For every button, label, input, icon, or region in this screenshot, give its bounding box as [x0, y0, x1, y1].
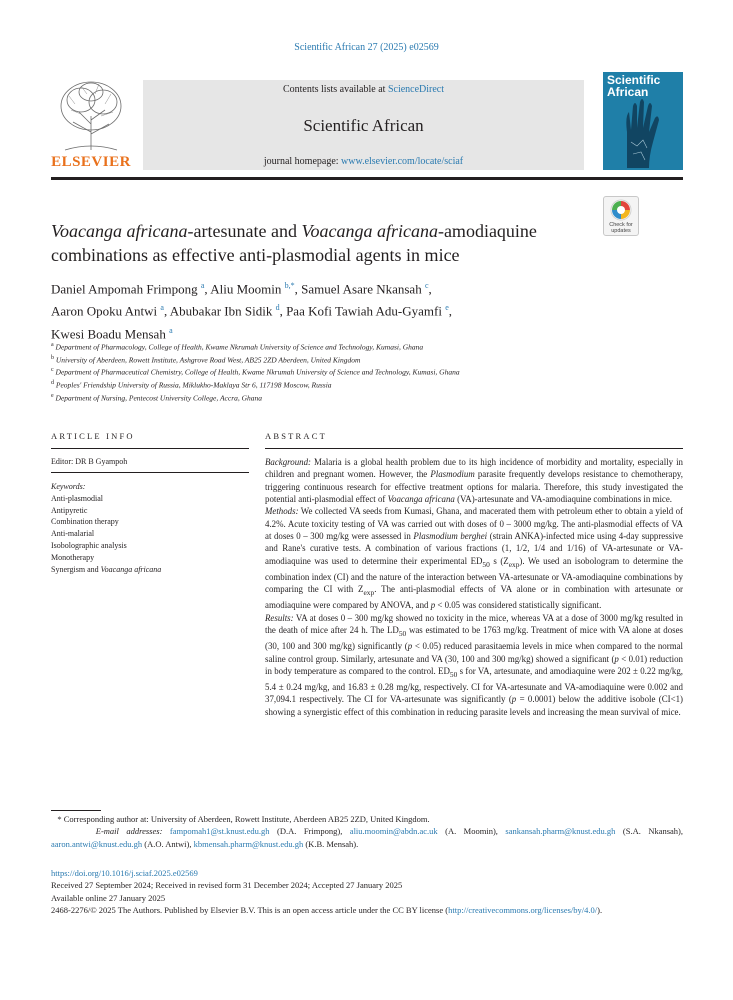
- affiliation-text: Department of Pharmaceutical Chemistry, College of Health, Kwame Nkrumah University of Science and Technology, Kumasi, Ghana: [55, 367, 460, 377]
- affiliation-mark: d: [51, 380, 54, 387]
- abstract-subscript: 50: [449, 669, 458, 679]
- article-info-heading: ARTICLE INFO: [51, 431, 135, 441]
- methods-label: Methods:: [265, 506, 299, 517]
- abstract-text: ). We used an isobologram to determine the combination index (CI) and the nature of the interaction between VA-artesunate or VA-amodiaquine combinations by comparing the CI with Z: [265, 555, 683, 595]
- abstract-italic: Plasmodium: [430, 469, 475, 480]
- author-affil-mark[interactable]: c: [424, 281, 429, 290]
- abstract-heading: ABSTRACT: [265, 431, 327, 441]
- abstract-text: = 0.0001) below the additive isobole (CI<1) showing a synergistic effect of this combination in reducing parasite levels and increasing the mean survival of mice.: [265, 694, 683, 717]
- keyword-item: Antipyretic: [51, 505, 88, 515]
- abstract-italic: p: [407, 641, 413, 652]
- author-name[interactable]: Samuel Asare Nkansah: [301, 281, 422, 297]
- abstract-methods: [265, 505, 683, 611]
- homepage-prefix: journal homepage:: [263, 156, 342, 167]
- title-species-2: Voacanga africana: [301, 221, 438, 241]
- abstract-text: (VA)-artesunate and VA-amodiaquine combinations in mice.: [454, 494, 673, 505]
- abstract-italic: Plasmodium berghei: [413, 531, 488, 542]
- abstract-text: (strain ANKA)-infected mice using 4-day suppressive and Rane's curative tests. A combination of various fractions (1, 1/2, 1/4 and 1/16) of VA-artesunate or VA-amodiaquine was used to determine their experimental ED: [265, 531, 683, 566]
- email-owner: (D.A. Frimpong),: [277, 826, 343, 837]
- abstract-italic: Voacanga africana: [387, 494, 455, 505]
- sciencedirect-link[interactable]: ScienceDirect: [387, 84, 445, 95]
- abstract-background: [265, 456, 683, 505]
- abstract-subscript: 50: [398, 628, 407, 638]
- abstract-text: parasite frequently develops resistance to chemotherapy, triggering continuous research for effective treatment options for malaria. Therefore, this study investigated the potential anti-plasmodial effect of: [265, 469, 683, 505]
- affiliation-text: Peoples' Friendship University of Russia, Miklukho-Maklaya Str 6, 117198 Moscow, Russia: [55, 380, 332, 390]
- abstract-italic: p: [614, 653, 619, 664]
- affiliation-mark: c: [51, 367, 54, 374]
- affiliation-item: [51, 340, 683, 353]
- header-rule: [51, 177, 683, 180]
- article-info-rule: [51, 448, 249, 449]
- journal-cover-image[interactable]: [603, 72, 683, 170]
- keyword-item: [51, 564, 249, 576]
- abstract-body: [265, 456, 683, 718]
- license-statement: [51, 904, 683, 916]
- available-online: Available online 27 January 2025: [51, 892, 166, 903]
- article-title: [51, 219, 596, 267]
- email-label: E-mail addresses:: [95, 826, 163, 837]
- author-name[interactable]: Kwesi Boadu Mensah: [51, 325, 166, 341]
- author-name[interactable]: Aliu Moomin: [210, 281, 282, 297]
- abstract-text: was estimated to be 1763 mg/kg. Treatment of mice with VA alone at doses (30, 100 and 300 mg/kg) significantly (: [265, 625, 683, 652]
- corresponding-text: Corresponding author at: University of Aberdeen, Rowett Institute, Aberdeen AB25 2ZD, United Kingdom.: [63, 814, 430, 824]
- abstract-text: We collected VA seeds from Kumasi, Ghana, and macerated them with petroleum ether to obtain a yield of 4.2%. Acute toxicity testing of VA was carried out with doses of 0 – 3000 mg/kg. The anti-plasmodial effects of VA at doses 0 – 300 mg/kg were assessed in: [265, 506, 683, 542]
- abstract-text: < 0.01) reduction in body temperature as compared to the control. ED: [265, 653, 683, 676]
- abstract-italic: p: [511, 694, 517, 705]
- author-affil-mark[interactable]: b,*: [284, 281, 295, 290]
- abstract-text: < 0.05) reduced parasitaemia levels in mice when compared to the normal saline control group. Similarly, artesunate and VA (30, 100 and 300 mg/kg) showed a significant (: [265, 641, 683, 664]
- abstract-subscript: 50: [482, 559, 490, 569]
- journal-header-box: [143, 80, 584, 170]
- check-for-updates-button[interactable]: [603, 196, 639, 236]
- journal-homepage-link[interactable]: www.elsevier.com/locate/sciaf: [341, 156, 464, 167]
- email-owner: (A.O. Antwi),: [144, 838, 192, 849]
- license-text: 2468-2276/© 2025 The Authors. Published by Elsevier B.V. This is an open access article under the CC BY license (: [51, 904, 449, 915]
- title-text-2: -amodiaquine combinations as effective anti-plasmodial agents in mice: [51, 221, 537, 265]
- author-name[interactable]: Daniel Ampomah Frimpong: [51, 281, 198, 297]
- keyword-species: Voacanga africana: [100, 564, 162, 574]
- affiliation-text: Department of Nursing, Pentecost University College, Accra, Ghana: [55, 393, 263, 403]
- author-name[interactable]: Abubakar Ibn Sidik: [169, 303, 273, 319]
- affiliation-item: [51, 353, 683, 366]
- abstract-rule: [265, 448, 683, 449]
- author-affil-mark[interactable]: a: [169, 325, 173, 335]
- abstract-text: VA at doses 0 – 300 mg/kg showed no toxicity in the mice, whereas VA at a dose of 3000 mg/kg resulted in the death of mice after 24 h. The LD: [265, 612, 683, 636]
- editor-rule: [51, 472, 249, 473]
- affiliation-mark: b: [51, 354, 54, 361]
- contents-line: [143, 84, 584, 95]
- abstract-text: < 0.05 was considered statistically significant.: [435, 600, 602, 611]
- affiliation-item: [51, 378, 683, 391]
- abstract-text: Malaria is a global health problem due to its high incidence of morbidity and mortality, especially in children and pregnant women. However, the: [265, 457, 683, 480]
- journal-title: Scientific African: [303, 116, 424, 135]
- abstract-text: . The anti-plasmodial effects of VA alone or in combination with artesunate or amodiaquine were compared by ANOVA, and: [265, 584, 683, 611]
- affiliation-text: University of Aberdeen, Rowett Institute, Ashgrove Road West, AB25 2ZD Aberdeen, United Kingdom: [55, 355, 361, 365]
- homepage-line: [143, 156, 584, 167]
- abstract-subscript: exp: [508, 559, 520, 569]
- abstract-subscript: exp: [363, 588, 375, 597]
- received-dates: Received 27 September 2024; Received in revised form 31 December 2024; Accepted 27 January 2025: [51, 880, 403, 891]
- journal-reference[interactable]: Scientific African 27 (2025) e02569: [294, 42, 439, 53]
- email-link[interactable]: aliu.moomin@abdn.ac.uk: [349, 826, 438, 837]
- results-label: Results:: [265, 612, 294, 623]
- email-link[interactable]: sankansah.pharm@knust.edu.gh: [505, 826, 616, 837]
- abstract-text: s for VA, artesunate, and amodiaquine were 202 ± 0.22 mg/kg, 5.4 ± 0.24 mg/kg, and 16.83 ± 0.28 mg/kg, respectively. CI for VA-artesunate and VA-amodiaquine were 0.002 and 37,094.1 respectively. The CI for VA-artesunate was significantly (: [265, 665, 683, 705]
- author-affil-mark[interactable]: e: [445, 303, 449, 313]
- masthead: [51, 73, 683, 174]
- keyword-item: Combination therapy: [51, 517, 119, 527]
- check-updates-icon: [604, 197, 638, 223]
- title-species-1: Voacanga africana: [51, 221, 188, 241]
- background-label: Background:: [265, 457, 312, 467]
- title-text-1: -artesunate and: [187, 221, 302, 241]
- affiliation-list: [51, 340, 683, 404]
- author-affil-mark[interactable]: a: [160, 303, 164, 313]
- footnotes: [51, 813, 683, 850]
- email-owner: (S.A. Nkansah),: [622, 826, 684, 837]
- elsevier-tree-logo: [51, 76, 131, 174]
- author-affil-mark[interactable]: d: [275, 303, 280, 313]
- publisher-name: ELSEVIER: [51, 154, 131, 170]
- abstract-results: [265, 612, 683, 718]
- affiliation-item: [51, 365, 683, 378]
- keyword-item: Anti-malarial: [51, 529, 95, 539]
- editor-line: Editor: DR B Gyampoh: [51, 457, 128, 466]
- email-addresses: [51, 825, 683, 850]
- affiliation-item: [51, 391, 683, 404]
- cover-title: Scientific African: [607, 73, 661, 99]
- affiliation-text: Department of Pharmacology, College of Health, Kwame Nkrumah University of Science and Technology, Kumasi, Ghana: [55, 342, 424, 352]
- keyword-item: Monotherapy: [51, 552, 95, 562]
- corresponding-author-note: * Corresponding author at: University of Aberdeen, Rowett Institute, Aberdeen AB25 2ZD, United Kingdom.: [51, 814, 430, 824]
- abstract-text: s (Z: [489, 555, 509, 566]
- email-owner: (K.B. Mensah).: [305, 838, 359, 849]
- abstract-italic: p: [430, 600, 436, 611]
- contents-prefix: Contents lists available at: [282, 84, 388, 95]
- keywords-label: Keywords:: [51, 482, 86, 491]
- footnote-rule: [51, 810, 101, 811]
- affiliation-mark: a: [51, 342, 54, 348]
- publication-info: [51, 867, 683, 916]
- check-updates-label: Check for updates: [609, 222, 633, 234]
- keywords-block: [51, 481, 249, 575]
- keyword-item: Isobolographic analysis: [51, 540, 127, 550]
- author-list: Daniel Ampomah Frimpong $^a$, Aliu Moomin $^{b,*}$, Samuel Asare Nkansah $^c$, Aaron Opoku Antwi $^a$, Abubakar Ibn Sidik $^d$, Paa Kofi Tawiah Adu-Gyamfi $^e$, Kwesi Boadu Mensah $^a$: [51, 281, 453, 341]
- keyword-text: Synergism and: [51, 564, 101, 574]
- email-owner: (A. Moomin),: [445, 826, 498, 837]
- email-link[interactable]: fampomah1@st.knust.edu.gh: [169, 826, 270, 837]
- affiliation-mark: e: [51, 392, 54, 399]
- email-link[interactable]: aaron.antwi@knust.edu.gh: [51, 838, 143, 849]
- email-link[interactable]: kbmensah.pharm@knust.edu.gh: [193, 838, 304, 849]
- author-name[interactable]: Aaron Opoku Antwi: [51, 303, 158, 319]
- author-name[interactable]: Paa Kofi Tawiah Adu-Gyamfi: [286, 303, 442, 319]
- keyword-item: Anti-plasmodial: [51, 493, 103, 503]
- license-link[interactable]: http://creativecommons.org/licenses/by/4.0/: [448, 904, 598, 915]
- author-affil-mark[interactable]: a: [200, 281, 205, 290]
- doi-link[interactable]: https://doi.org/10.1016/j.sciaf.2025.e02569: [51, 868, 198, 878]
- license-text: ).: [597, 904, 603, 915]
